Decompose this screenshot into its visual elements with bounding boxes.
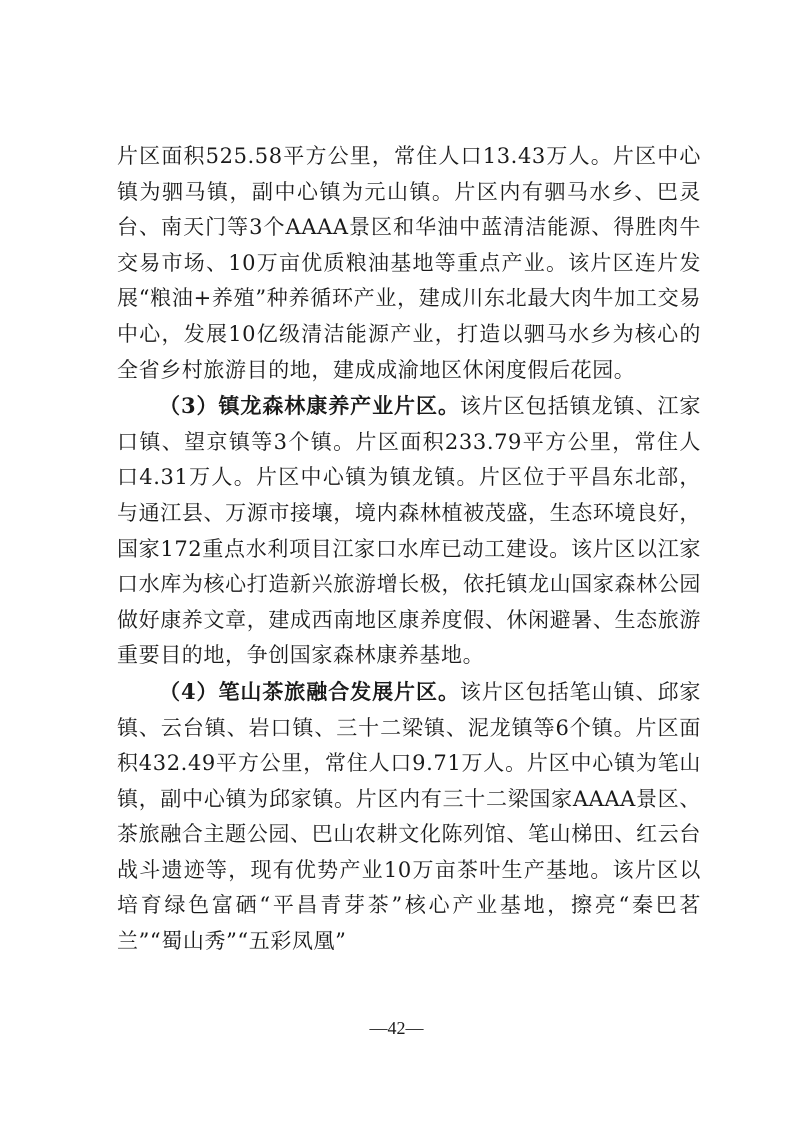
body-text [117,139,701,960]
paragraph-3 [117,674,701,960]
section-3-heading: （3）镇龙森林康养产业片区。 [159,393,460,419]
paragraph-2 [117,388,701,674]
paragraph-1-text: 片区面积525.58平方公里，常住人口13.43万人。片区中心镇为驷马镇，副中心镇为元山镇。片区内有驷马水乡、巴灵台、南天门等3个AAAA景区和华油中蓝清洁能源、得胜肉牛交易市场、10万亩优质粮油基地等重点产业。该片区连片发展“粮油+养殖”种养循环产业，建成川东北最大肉牛加工交易中心，发展10亿级清洁能源产业，打造以驷马水乡为核心的全省乡村旅游目的地，建成成渝地区休闲度假后花园。 [117,144,701,382]
paragraph-2-text: 该片区包括镇龙镇、江家口镇、望京镇等3个镇。片区面积233.79平方公里，常住人口4.31万人。片区中心镇为镇龙镇。片区位于平昌东北部，与通江县、万源市接壤，境内森林植被茂盛，生态环境良好，国家172重点水利项目江家口水库已动工建设。该片区以江家口水库为核心打造新兴旅游增长极，依托镇龙山国家森林公园做好康养文章，建成西南地区康养度假、休闲避暑、生态旅游重要目的地，争创国家森林康养基地。 [117,394,701,668]
page-number: —42— [369,1018,424,1038]
section-4-heading: （4）笔山茶旅融合发展片区。 [159,678,460,704]
paragraph-1 [117,139,701,388]
paragraph-3-text: 该片区包括笔山镇、邱家镇、云台镇、岩口镇、三十二梁镇、泥龙镇等6个镇。片区面积432.49平方公里，常住人口9.71万人。片区中心镇为笔山镇，副中心镇为邱家镇。片区内有三十二梁国家AAAA景区、茶旅融合主题公园、巴山农耕文化陈列馆、笔山梯田、红云台战斗遗迹等，现有优势产业10万亩茶叶生产基地。该片区以培育绿色富硒“平昌青芽茶”核心产业基地，擦亮“秦巴茗兰”“蜀山秀”“五彩凤凰” [117,679,701,954]
